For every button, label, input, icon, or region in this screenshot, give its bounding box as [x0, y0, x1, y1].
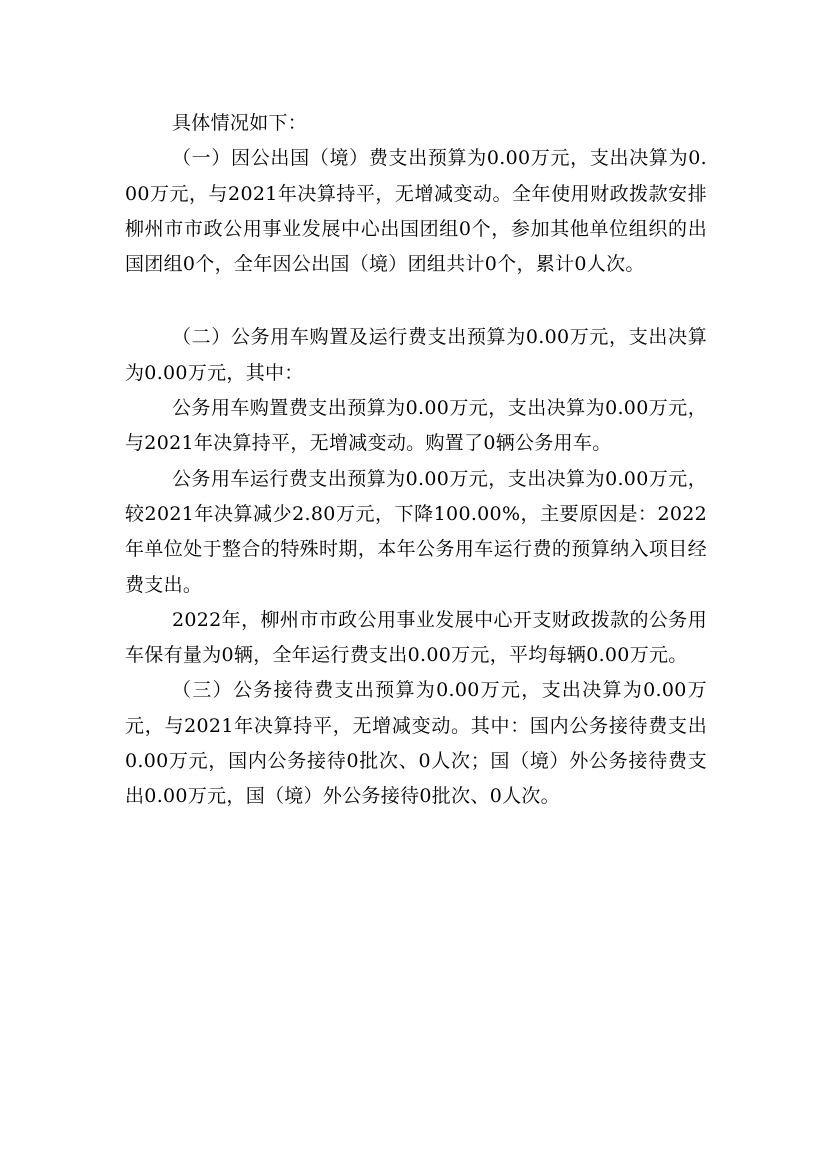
reception-paragraph: （三）公务接待费支出预算为0.00万元，支出决算为0.00万元，与2021年决算持平，无增减变动。其中：国内公务接待费支出0.00万元，国内公务接待0批次、0人次；国（境）外公务接待费支出0.00万元，国（境）外公务接待0批次、0人次。 [125, 679, 707, 808]
intro-paragraph: 具体情况如下： [172, 112, 308, 134]
vehicle-purchase-paragraph: 公务用车购置费支出预算为0.00万元，支出决算为0.00万元，与2021年决算持平，无增减变动。购置了0辆公务用车。 [125, 397, 707, 455]
document-body [125, 106, 707, 815]
vehicle-operation-paragraph: 公务用车运行费支出预算为0.00万元，支出决算为0.00万元，较2021年决算减少2.80万元，下降100.00%，主要原因是：2022年单位处于整合的特殊时期，本年公务用车运行费的预算纳入项目经费支出。 [125, 467, 707, 596]
vehicle-holdings-paragraph: 2022年，柳州市市政公用事业发展中心开支财政拨款的公务用车保有量为0辆，全年运行费支出0.00万元，平均每辆0.00万元。 [125, 608, 707, 667]
vehicle-summary-paragraph: （二）公务用车购置及运行费支出预算为0.00万元，支出决算为0.00万元，其中： [125, 326, 707, 384]
paragraph-spacer [125, 282, 707, 320]
overseas-travel-paragraph: （一）因公出国（境）费支出预算为0.00万元，支出决算为0.00万元，与2021年决算持平，无增减变动。全年使用财政拨款安排柳州市市政公用事业发展中心出国团组0个，参加其他单位组织的出国团组0个，全年因公出国（境）团组共计0个，累计0人次。 [125, 147, 707, 276]
